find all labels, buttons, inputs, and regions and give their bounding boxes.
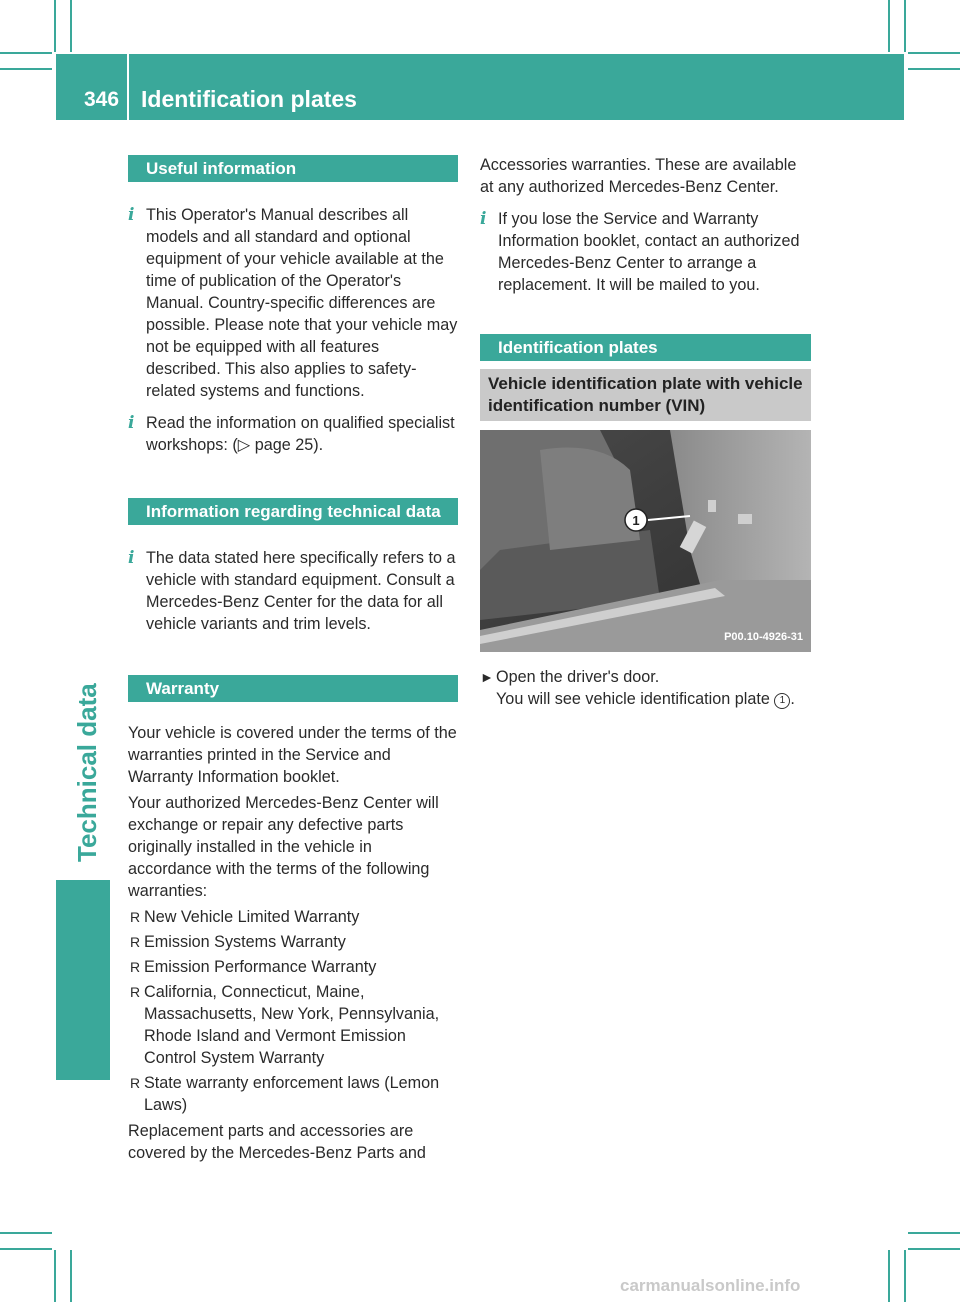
page-number: 346 xyxy=(84,88,120,111)
info-note-text: If you lose the Service and Warranty Information booklet, contact an authorized Mercedes-Benz Center to arrange a replacement. It will be mailed to you. xyxy=(498,210,800,294)
crop-mark xyxy=(0,1248,52,1250)
crop-mark xyxy=(908,1248,960,1250)
bullet-icon: R xyxy=(130,909,141,925)
list-item: R Emission Systems Warranty xyxy=(130,933,346,951)
crop-mark xyxy=(54,0,56,52)
bullet-icon: R xyxy=(130,934,141,950)
crop-mark xyxy=(70,0,72,52)
list-item: R State warranty enforcement laws (Lemon Laws) xyxy=(130,1074,440,1114)
warranty-paragraph: Your authorized Mercedes-Benz Center will exchange or repair any defective parts originally installed in the vehicle in accordance with the terms of the following warranties: xyxy=(128,794,439,900)
side-tab-label: Technical data xyxy=(72,683,102,862)
callout-number: 1 xyxy=(774,693,790,709)
info-note xyxy=(480,208,811,296)
step-result-text: You will see vehicle identification plate 1 . xyxy=(496,690,795,708)
crop-mark xyxy=(0,68,52,70)
list-item: R California, Connecticut, Maine, Massachusetts, New York, Pennsylvania, Rhode Island and Vermont Emission Control System Warranty xyxy=(130,983,440,1067)
crop-mark xyxy=(888,1250,890,1302)
bullet-icon: R xyxy=(130,959,141,975)
section-heading-technical-data: Information regarding technical data xyxy=(128,498,458,525)
list-item: R Emission Performance Warranty xyxy=(130,958,377,976)
watermark: carmanualsonline.info xyxy=(620,1276,801,1295)
info-icon: i xyxy=(480,209,487,229)
subsection-heading-vin: Vehicle identification plate with vehicle identification number (VIN) xyxy=(480,369,811,421)
list-item: R New Vehicle Limited Warranty xyxy=(130,908,360,926)
crop-mark xyxy=(904,0,906,52)
section-heading-warranty: Warranty xyxy=(128,675,458,702)
info-icon: i xyxy=(128,548,135,568)
crop-mark xyxy=(0,52,52,54)
continued-paragraph: Accessories warranties. These are available at any authorized Mercedes-Benz Center. xyxy=(480,156,797,196)
crop-mark xyxy=(888,0,890,52)
crop-mark xyxy=(908,1232,960,1234)
bullet-icon: R xyxy=(130,1075,141,1091)
warranty-paragraph: Your vehicle is covered under the terms of the warranties printed in the Service and Warranty Information booklet. xyxy=(128,724,457,786)
crop-mark xyxy=(70,1250,72,1302)
header-divider xyxy=(127,54,129,120)
door-sill-illustration xyxy=(480,430,811,652)
section-heading-identification-plates: Identification plates xyxy=(480,334,811,361)
right-column xyxy=(480,154,811,710)
photo-callout-label: 1 xyxy=(632,513,640,528)
left-column xyxy=(128,155,458,1164)
page-title: Identification plates xyxy=(141,86,357,112)
crop-mark xyxy=(0,1232,52,1234)
instruction-step xyxy=(480,666,811,710)
info-note xyxy=(128,204,458,402)
info-note-text: Read the information on qualified specialist workshops: (▷ page 25). xyxy=(146,414,455,454)
step-arrow-icon: ► xyxy=(480,669,494,685)
vin-plate-photo xyxy=(480,430,811,652)
crop-mark xyxy=(904,1250,906,1302)
info-icon: i xyxy=(128,205,135,225)
crop-mark xyxy=(908,68,960,70)
info-note xyxy=(128,412,458,456)
crop-mark xyxy=(54,1250,56,1302)
side-tab-block xyxy=(56,880,110,1080)
warranty-paragraph: Replacement parts and accessories are covered by the Mercedes-Benz Parts and xyxy=(128,1122,426,1162)
step-text: Open the driver's door. xyxy=(496,668,660,686)
info-icon: i xyxy=(128,413,135,433)
section-heading-useful-information: Useful information xyxy=(128,155,458,182)
info-note-text: This Operator's Manual describes all models and all standard and optional equipment of your vehicle available at the time of publication of the Operator's Manual. Country-specific differences are possible. Please note that your vehicle may not be equipped with all features described. This also applies to safety-related systems and functions. xyxy=(146,206,458,400)
info-note xyxy=(128,547,458,635)
bullet-icon: R xyxy=(130,984,141,1000)
info-note-text: The data stated here specifically refers to a vehicle with standard equipment. Consult a Mercedes-Benz Center for the data for all vehicle variants and trim levels. xyxy=(146,549,456,633)
photo-reference-code: P00.10-4926-31 xyxy=(724,631,803,643)
crop-mark xyxy=(908,52,960,54)
